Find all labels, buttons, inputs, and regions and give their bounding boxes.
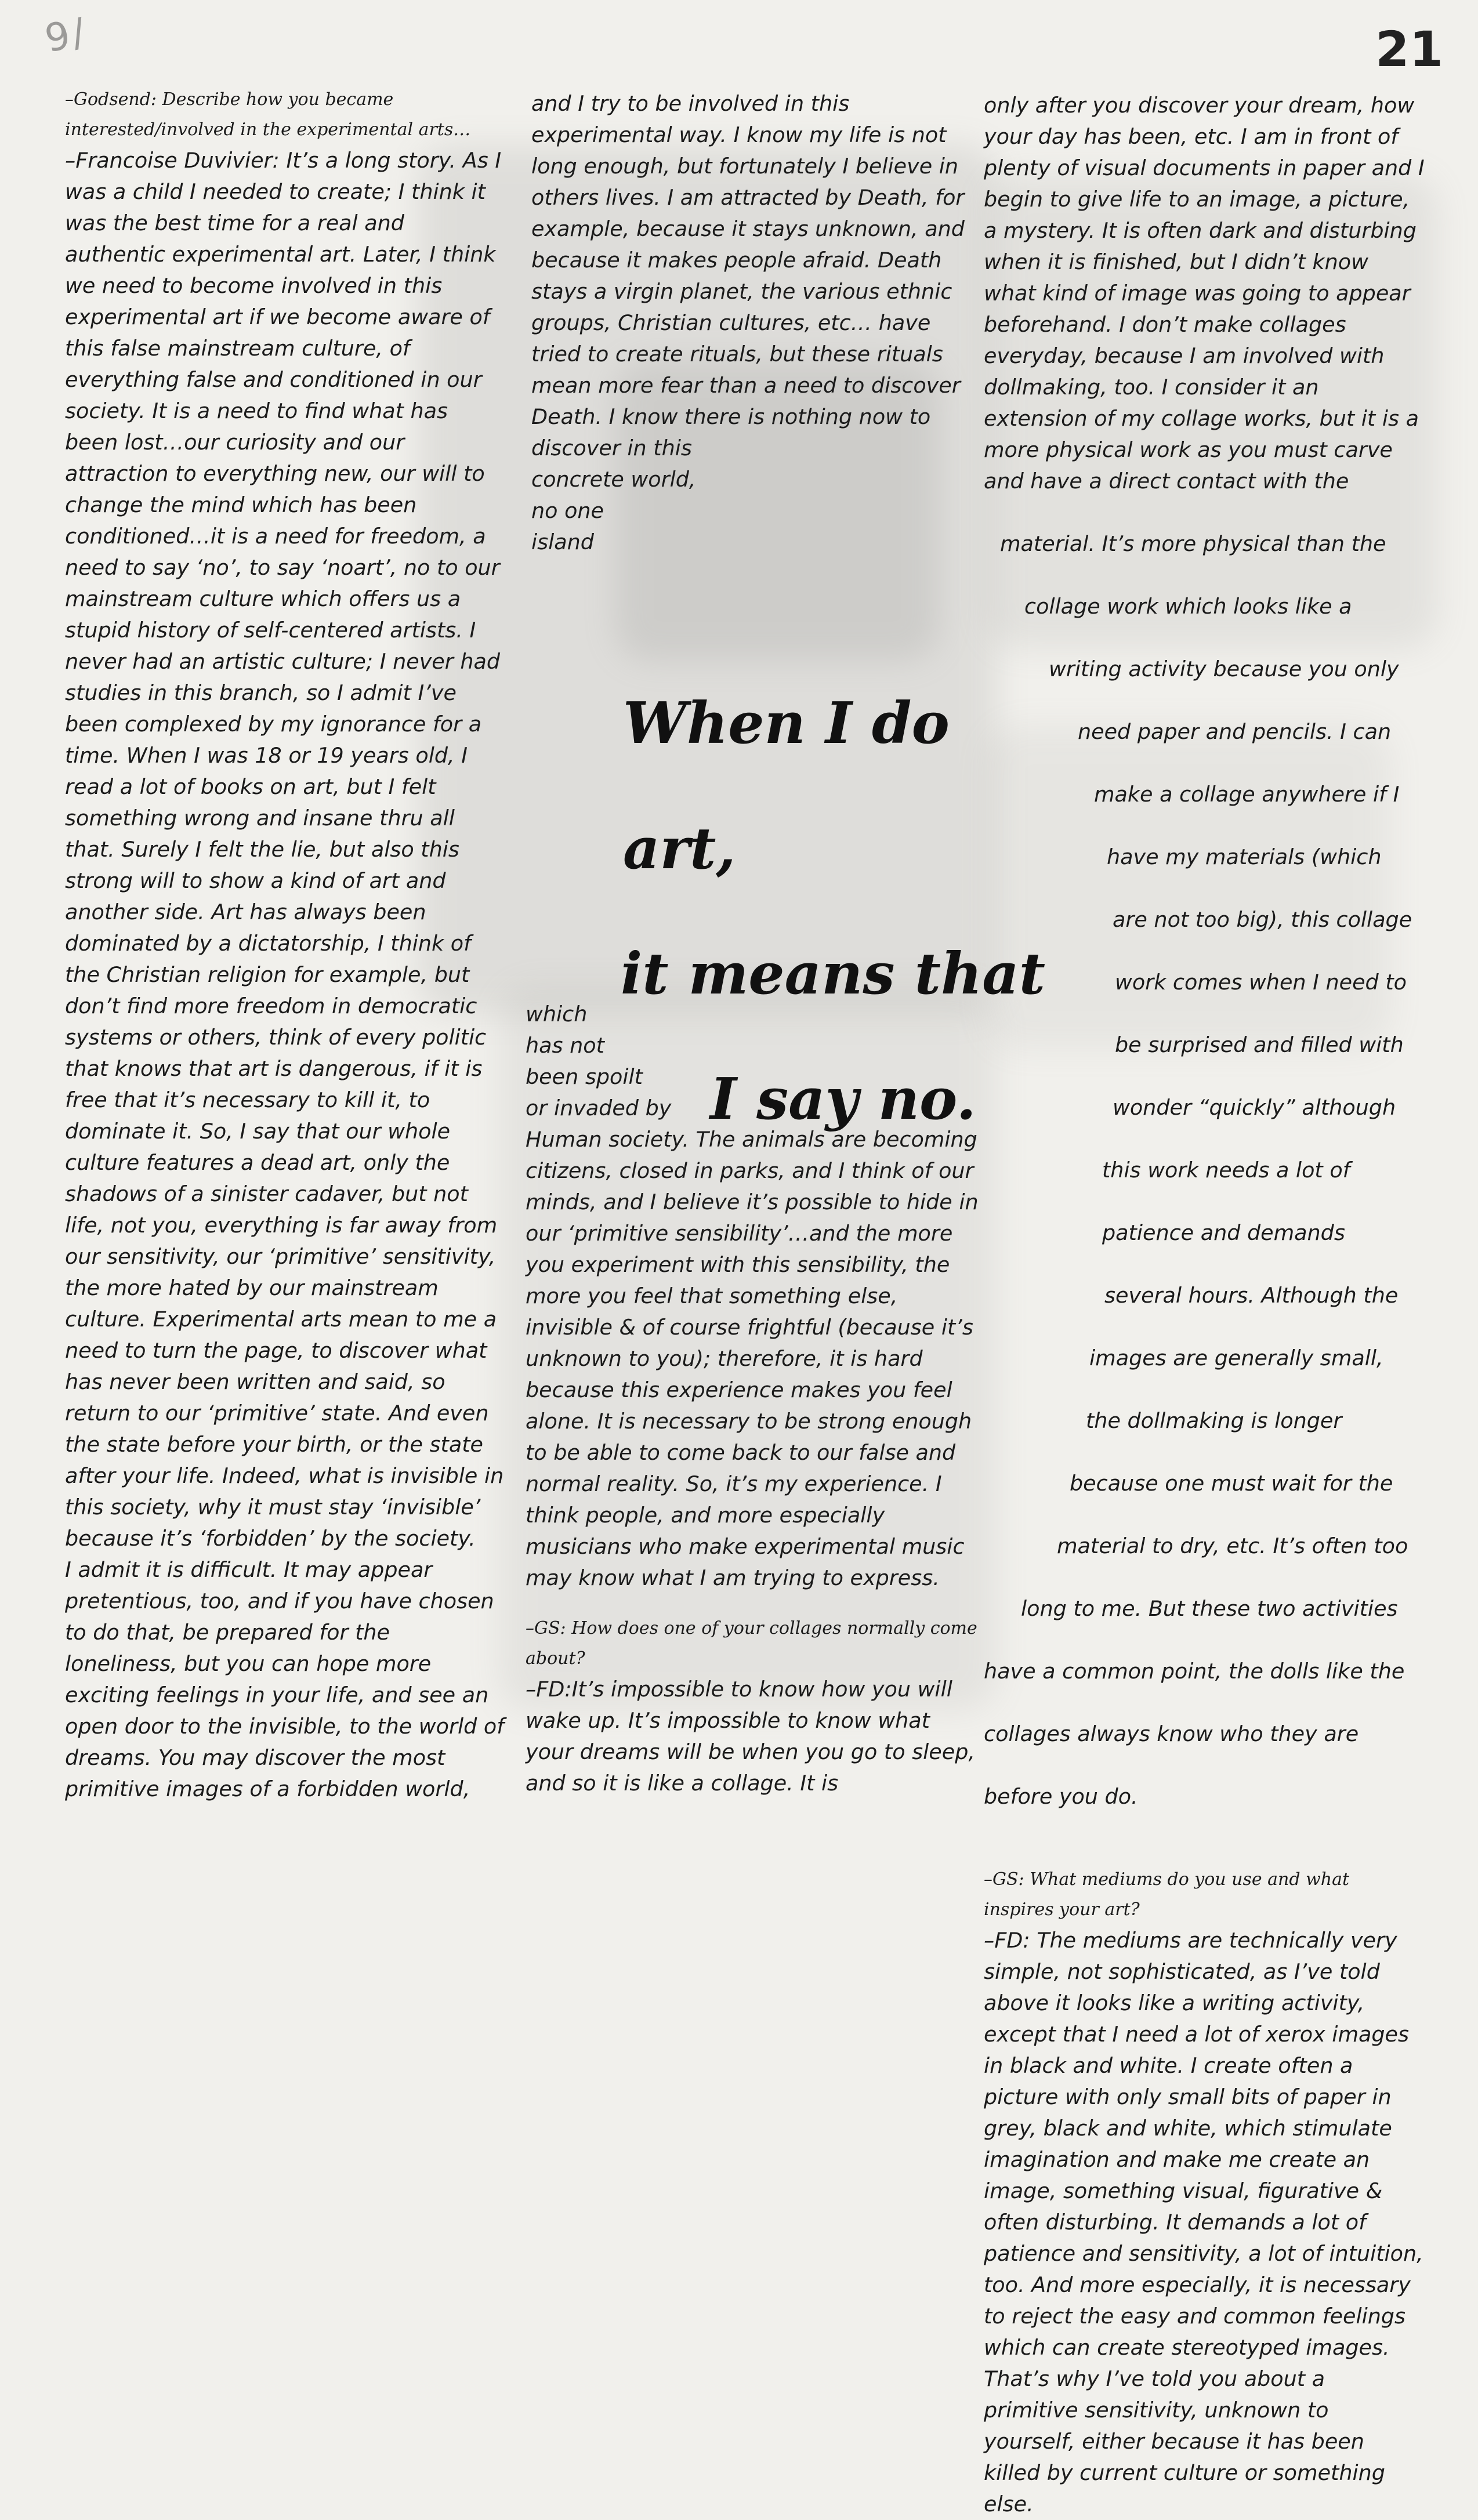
text-line: have a common point, the dolls like the: [984, 1659, 1405, 1684]
interview-question: –GS: What mediums do you use and what inspires your art?: [984, 1869, 1350, 1920]
column-1: [65, 85, 506, 1805]
text-line: wonder “quickly” although: [1113, 1095, 1396, 1120]
interview-question: –GS: How does one of your collages normally come about?: [526, 1618, 977, 1669]
pull-quote-line: When I do art,: [623, 690, 950, 882]
text-line: writing activity because you only: [1049, 657, 1399, 681]
text-line: patience and demands: [1102, 1220, 1345, 1245]
text-line: several hours. Although the: [1104, 1283, 1399, 1308]
text-line: long to me. But these two activities: [1021, 1596, 1398, 1621]
text-line: collages always know who they are: [984, 1721, 1359, 1746]
text-line: the dollmaking is longer: [1086, 1408, 1342, 1433]
text-line: material. It’s more physical than the: [1000, 531, 1386, 556]
text-line: work comes when I need to: [1115, 970, 1407, 995]
interview-answer: –FD:It’s impossible to know how you will wake up. It’s impossible to know what your dreams will be when you go to sleep, and so it is like a collage. It is: [526, 1677, 975, 1796]
body-text: only after you discover your dream, how your day has been, etc. I am in front of plenty of visual documents in paper and I begin to give life to an image, a picture, a mystery. It is often dark and disturbing when it is finished, but I didn’t know what kind of image was going to appear beforehand. I don’t make collages everyday, because I am involved with dollmaking, too. I consider it an extension of my collage works, but it is a more physical work as you must carve and have a direct contact with the: [984, 93, 1425, 494]
wrapped-text-block: [984, 497, 1425, 1844]
column-2-bottom: [526, 999, 984, 1799]
body-text: and I try to be involved in this experimental way. I know my life is not long enough, but fortunately I believe in others lives. I am attracted by Death, for example, because it stays unknown, and because it makes people afraid. Death stays a virgin planet, the various ethnic groups, Christian cultures, etc… have tried to create rituals, but these rituals mean more fear than a need to discover Death. I know there is nothing now to discover in this concrete world, no one island: [531, 91, 965, 554]
column-3: [984, 90, 1425, 2520]
text-line: images are generally small,: [1089, 1346, 1383, 1370]
pencil-mark: 9/: [41, 9, 92, 61]
text-line: before you do.: [984, 1784, 1138, 1809]
interview-answer-continued: I admit it is difficult. It may appear pretentious, too, and if you have chosen to do that, be prepared for the loneliness, but you can hope more exciting feelings in your life, and see an open door to the invisible, to the world of dreams. You may discover the most primitive images of a forbidden world,: [65, 1557, 505, 1801]
interview-answer: –FD: The mediums are technically very simple, not sophisticated, as I’ve told above it looks like a writing activity, except that I need a lot of xerox images in black and white. I create often a picture with only small bits of paper in grey, black and white, which stimulate imagination and make me create an image, something visual, figurative & often disturbing. It demands a lot of patience and sensitivity, a lot of intuition, too. And more especially, it is necessary to reject the easy and common feelings which can create stereotyped images. That’s why I’ve told you about a primitive sensitivity, unknown to yourself, either because it has been killed by current culture or something else.: [984, 1928, 1423, 2517]
interview-question: –Godsend: Describe how you became interested/involved in the experimental arts…: [65, 89, 471, 140]
body-text: Human society. The animals are becoming citizens, closed in parks, and I think of our minds, and I believe it’s possible to hide in our ‘primitive sensibility’…and the more you experiment with this sensibility, the more you feel that something else, invisible & of course frightful (because it’s unknown to you); therefore, it is hard because this experience makes you feel alone. It is necessary to be strong enough to be able to come back to our false and normal reality. So, it’s my experience. I think people, and more especially musicians who make experimental music may know what I am trying to express.: [526, 1127, 979, 1590]
page-number: 21: [1375, 21, 1443, 78]
text-line: be surprised and filled with: [1115, 1032, 1404, 1057]
column-2-top: [531, 88, 972, 558]
text-line: are not too big), this collage: [1113, 907, 1412, 932]
interview-answer: –Francoise Duvivier: It’s a long story. As I was a child I needed to create; I think it was the best time for a real and authentic experimental art. Later, I think we need to become involved in this experimental art if we become aware of this false mainstream culture, of everything false and conditioned in our society. It is a need to find what has been lost…our curiosity and our attraction to everything new, our will to change the mind which has been conditioned…it is a need for freedom, a need to say ‘no’, to say ‘noart’, no to our mainstream culture which offers us a stupid history of self-centered artists. I never had an artistic culture; I never had studies in this branch, so I admit I’ve been complexed by my ignorance for a time. When I was 18 or 19 years old, I read a lot of books on art, but I felt something wrong and insane thru all that. Surely I felt the lie, but also this strong will to show a kind of art and another side. Art has always been dominated by a dictatorship, I think of the Christian religion for example, but don’t find more freedom in democratic systems or others, think of every politic that knows that art is dangerous, if it is free that it’s necessary to kill it, to dominate it. So, I say that our whole culture features a dead art, only the shadows of a sinister cadaver, but not life, not you, everything is far away from our sensitivity, our ‘primitive’ sensitivity, the more hated by our mainstream culture. Experimental arts mean to me a need to turn the page, to discover what has never been written and said, so return to our ‘primitive’ state. And even the state before your birth, or the state after your life. Indeed, what is invisible in this society, why it must stay ‘invisible’ because it’s ‘forbidden’ by the society.: [65, 148, 504, 1551]
text-line: make a collage anywhere if I: [1094, 782, 1400, 807]
text-line: collage work which looks like a: [1024, 594, 1352, 619]
pull-quote-line: I say no.: [710, 1066, 976, 1133]
body-text: which has not been spoilt or invaded by: [526, 1002, 672, 1121]
pull-quote-line: it means that: [621, 941, 1045, 1007]
text-line: have my materials (which: [1107, 844, 1382, 869]
text-line: need paper and pencils. I can: [1078, 719, 1392, 744]
text-line: material to dry, etc. It’s often too: [1057, 1533, 1408, 1558]
text-line: because one must wait for the: [1070, 1471, 1393, 1496]
text-line: this work needs a lot of: [1102, 1158, 1350, 1183]
